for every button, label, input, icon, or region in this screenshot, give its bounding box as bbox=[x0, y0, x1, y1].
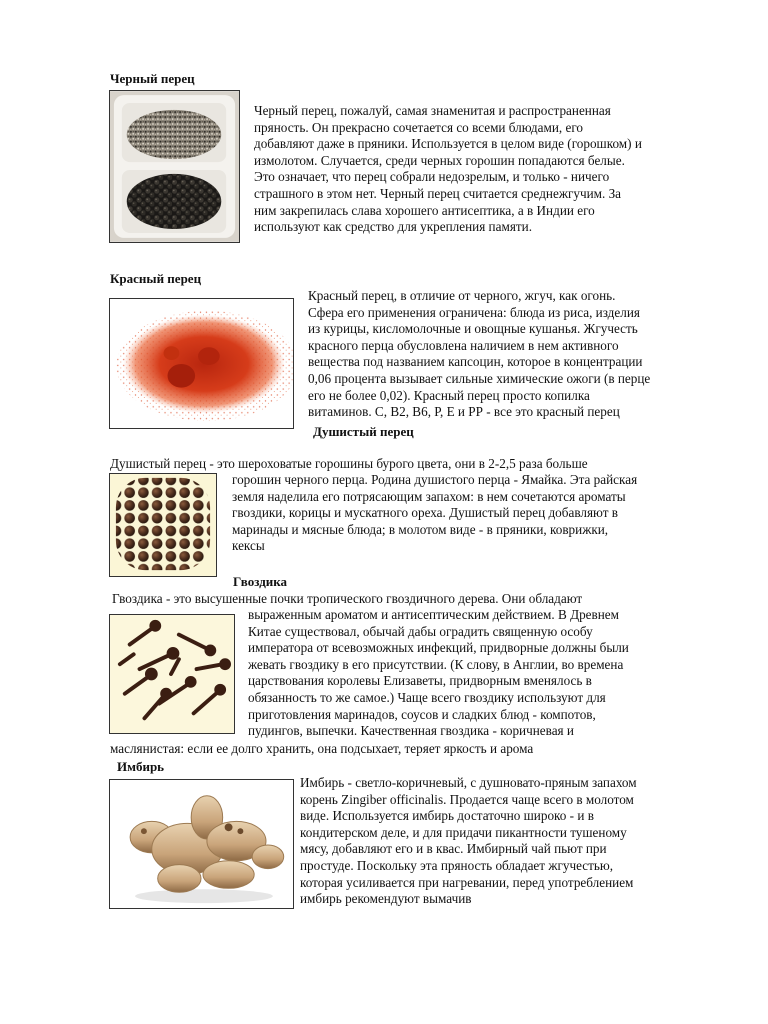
text-line: вещества под названием капсоцин, которое в концентрации bbox=[308, 354, 643, 370]
text-line: кексы bbox=[232, 538, 265, 554]
text-line: мясу, добавляют его и в квас. Имбирный чай пьют при bbox=[300, 841, 607, 857]
text-line: пудингов, выпечки. Качественная гвоздика - коричневая и bbox=[248, 723, 574, 739]
ginger-text bbox=[300, 775, 637, 908]
text-line: Красный перец, в отличие от черного, жгуч, как огонь. bbox=[308, 288, 616, 303]
text-line: красного перца обусловлена наличием в нем активного bbox=[308, 337, 619, 353]
text-line: пряность. Он прекрасно сочетается со всеми блюдами, его bbox=[254, 119, 584, 135]
cloves-text-first-line: Гвоздика - это высушенные почки тропического гвоздичного дерева. Они обладают bbox=[112, 591, 583, 606]
red-pepper-photo bbox=[109, 298, 294, 429]
text-line: выраженным ароматом и антисептическим действием. В Древнем bbox=[248, 607, 620, 622]
text-line: земля наделила его потрясающим запахом: в нем сочетаются ароматы bbox=[232, 488, 626, 504]
allspice-photo bbox=[109, 473, 217, 577]
text-line: измолотом. Случается, среди черных горошин попадаются белые. bbox=[254, 152, 625, 168]
red-pepper-text bbox=[308, 288, 650, 421]
text-line: используют как средство для укрепления памяти. bbox=[254, 219, 532, 235]
text-line: горошин черного перца. Родина душистого перца - Ямайка. Эта райская bbox=[232, 472, 638, 487]
text-line: имбирь рекомендуют вымачив bbox=[300, 891, 472, 907]
cloves-text-last-line: маслянистая: если ее долго хранить, она подсыхает, теряет яркость и арома bbox=[110, 741, 534, 756]
cloves-photo bbox=[109, 614, 235, 734]
text-line: обязанность то же самое.) Чаще всего гвоздику используют для bbox=[248, 689, 606, 705]
black-pepper-photo bbox=[109, 90, 240, 243]
text-line: из курицы, кисломолочные и овощные кушанья. Жгучесть bbox=[308, 321, 638, 337]
text-line: царствования королевы Елизаветы, придворным вменялось в bbox=[248, 673, 592, 689]
text-line: виде. Используется имбирь достаточно широко - и в bbox=[300, 808, 594, 824]
ginger-photo bbox=[109, 779, 294, 909]
text-line: императора от всевозможных инфекций, придворные должны были bbox=[248, 640, 629, 656]
black-pepper-image bbox=[110, 91, 239, 242]
text-line: Имбирь - светло-коричневый, с душновато-пряным запахом bbox=[300, 775, 637, 790]
text-line: корень Zingiber officinalis. Продается чаще всего в молотом bbox=[300, 791, 634, 807]
section-title-black-pepper: Черный перец bbox=[110, 71, 195, 86]
section-title-allspice: Душистый перец bbox=[313, 424, 414, 439]
allspice-image bbox=[110, 474, 216, 576]
text-line: Китае существовал, обычай дабы оградить священную особу bbox=[248, 623, 593, 639]
text-line: 0,06 процента вызывает сильные химические ожоги (в перце bbox=[308, 370, 651, 386]
text-line: витаминов. С, В2, В6, Р, Е и РР - все это красный перец bbox=[308, 404, 620, 420]
text-line: Сфера его применения ограничена: блюда из риса, изделия bbox=[308, 304, 640, 320]
text-line: маринады и мясные блюда; в молотом виде - в пряники, коврижки, bbox=[232, 521, 609, 537]
allspice-text bbox=[232, 472, 637, 555]
red-pepper-image bbox=[110, 299, 293, 428]
text-line: кондитерском деле, и для придачи пикантности тушеному bbox=[300, 824, 627, 840]
text-line: гвоздики, корицы и мускатного ореха. Душистый перец добавляют в bbox=[232, 505, 618, 521]
text-line: Черный перец, пожалуй, самая знаменитая и распространенная bbox=[254, 103, 611, 118]
text-line: которая усиливается при нагревании, перед употреблением bbox=[300, 874, 634, 890]
ginger-image bbox=[110, 780, 293, 908]
text-line: его не более 0,02). Красный перец просто копилка bbox=[308, 387, 590, 403]
text-line: жевать гвоздику в его присутствии. (К слову, в Англии, во времена bbox=[248, 656, 624, 672]
cloves-image bbox=[110, 615, 234, 733]
text-line: ним закрепилась слава хорошего антисептика, а в Индии его bbox=[254, 202, 595, 218]
section-title-cloves: Гвоздика bbox=[233, 574, 288, 589]
text-line: Это означает, что перец собрали недозрелым, и только - ничего bbox=[254, 169, 610, 185]
section-title-ginger: Имбирь bbox=[117, 759, 165, 774]
section-title-red-pepper: Красный перец bbox=[110, 271, 202, 286]
text-line: приготовления маринадов, соусов и сладких блюд - компотов, bbox=[248, 706, 596, 722]
allspice-text-first-line: Душистый перец - это шероховатые горошины бурого цвета, они в 2-2,5 раза больше bbox=[110, 456, 588, 471]
cloves-text bbox=[248, 607, 629, 740]
black-pepper-text bbox=[254, 103, 642, 236]
text-line: простуде. Поскольку эта пряность обладает жгучестью, bbox=[300, 857, 614, 873]
text-line: добавляют даже в пряники. Используется в целом виде (горошком) и bbox=[254, 136, 642, 152]
text-line: страшного в этом нет. Черный перец считается среднежгучим. За bbox=[254, 185, 622, 201]
